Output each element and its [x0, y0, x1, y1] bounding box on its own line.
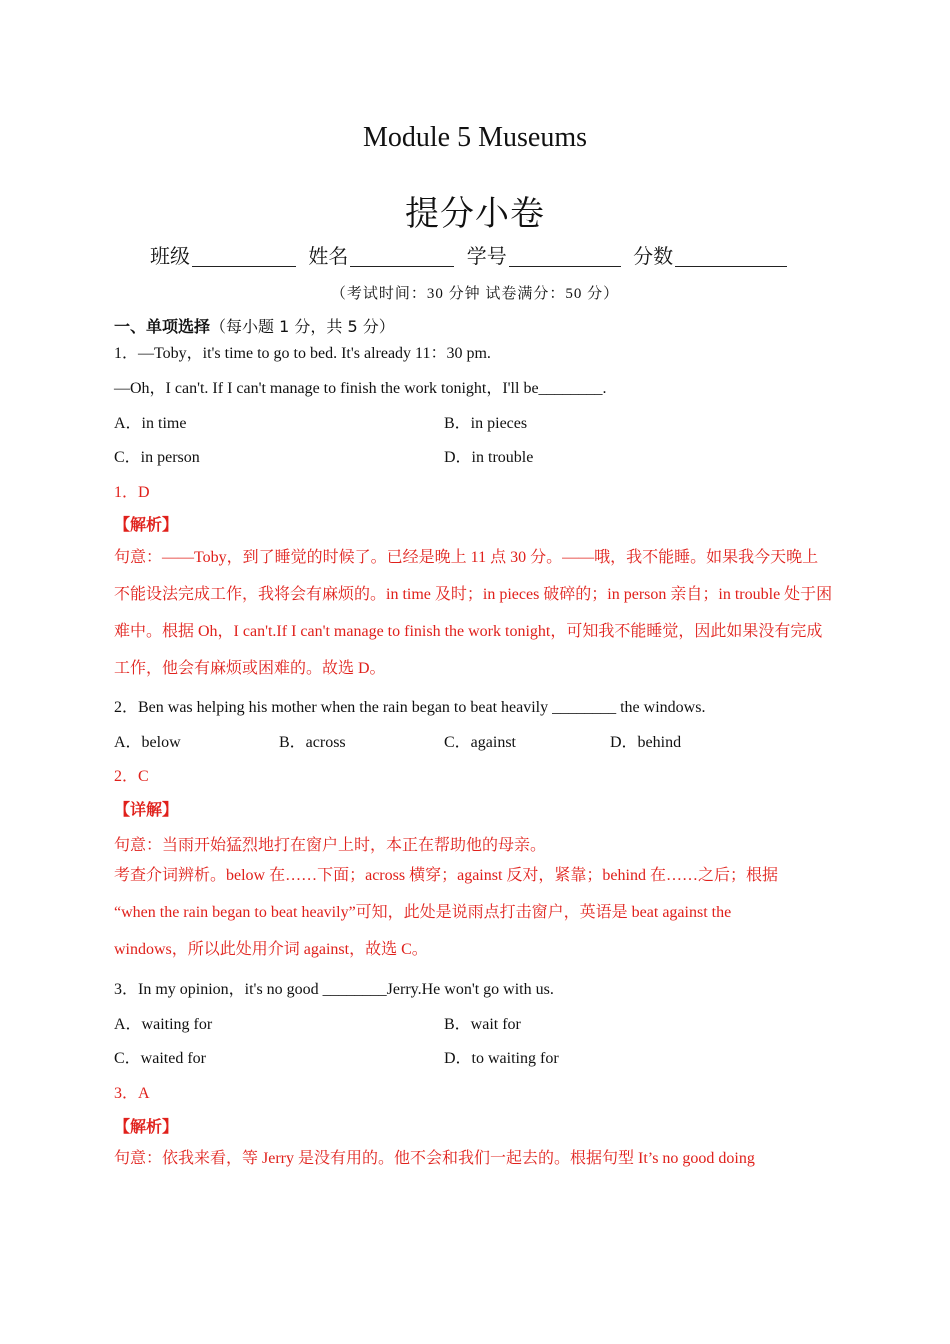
q1-option-c: C．in person [114, 449, 200, 466]
exam-note: （考试时间：30 分钟 试卷满分：50 分） [330, 286, 620, 302]
q1-option-a: A．in time [114, 415, 187, 432]
q3-answer: 3．A [114, 1085, 150, 1102]
q2-option-a: A．below [114, 734, 181, 751]
q1-answer: 1．D [114, 484, 150, 501]
score-blank[interactable] [675, 246, 787, 267]
q3-option-d: D．to waiting for [444, 1050, 559, 1067]
student-id-blank[interactable] [509, 246, 621, 267]
name-label: 姓名 [308, 244, 349, 268]
q2-option-d: D．behind [610, 734, 682, 751]
q2-detail-tag: 【详解】 [114, 800, 179, 819]
document-title: Module 5 Museums [363, 122, 587, 153]
section-heading [114, 314, 395, 337]
section-title: 一、单项选择 [114, 317, 211, 336]
q2-option-c: C．against [444, 734, 516, 751]
class-label: 班级 [150, 244, 190, 268]
q3-option-b: B．wait for [444, 1016, 521, 1033]
q1-analysis-tag: 【解析】 [114, 515, 179, 534]
q3-analysis-tag: 【解析】 [114, 1117, 179, 1136]
class-blank[interactable] [192, 246, 296, 267]
q1-option-d: D．in trouble [444, 449, 534, 466]
q2-meaning: 句意：当雨开始猛烈地打在窗户上时，本正在帮助他的母亲。 [114, 837, 547, 854]
q3-option-a: A．waiting for [114, 1016, 213, 1033]
q1-option-b: B．in pieces [444, 415, 528, 432]
section-scoring: （每小题 1 分，共 5 分） [210, 317, 395, 336]
q2-option-b: B．across [279, 734, 346, 751]
q1-explanation: 句意：——Toby，到了睡觉的时候了。已经是晚上 11 点 30 分。——哦，我不能睡。如果我今天晚上不能设法完成工作，我将会有麻烦的。in time 及时；in pieces 破碎的；in person 亲自；in trouble 处于困难中。根据 Oh，I can't.If I can't manage to finish the work tonight，可知我不能睡觉，因此如果没有完成工作，他会有麻烦或困难的。故选 D。 [114, 549, 833, 677]
q3-stem: 3．In my opinion，it's no good ________Jerry.He won't go with us. [114, 981, 554, 998]
q3-option-c: C．waited for [114, 1050, 206, 1067]
q1-stem-line2: —Oh，I can't. If I can't manage to finish the work tonight，I'll be________. [114, 380, 607, 397]
document-subtitle: 提分小卷 [405, 194, 545, 234]
q2-explanation: 考查介词辨析。below 在……下面；across 横穿；against 反对，紧靠；behind 在……之后；根据 “when the rain began to beat heavily”可知，此处是说雨点打击窗户，英语是 beat against the windows，所以此处用介词 against，故选 C。 [114, 867, 778, 958]
q2-stem: 2．Ben was helping his mother when the rain began to beat heavily ________ the windows. [114, 699, 706, 716]
q2-answer: 2．C [114, 768, 149, 785]
score-label: 分数 [633, 244, 674, 268]
student-info-line [150, 240, 789, 269]
name-blank[interactable] [350, 246, 454, 267]
student-id-label: 学号 [466, 244, 507, 268]
q1-stem-line1: 1．—Toby，it's time to go to bed. It's already 11：30 pm. [114, 345, 491, 362]
q3-explanation: 句意：依我来看，等 Jerry 是没有用的。他不会和我们一起去的。根据句型 It’s no good doing [114, 1150, 755, 1167]
